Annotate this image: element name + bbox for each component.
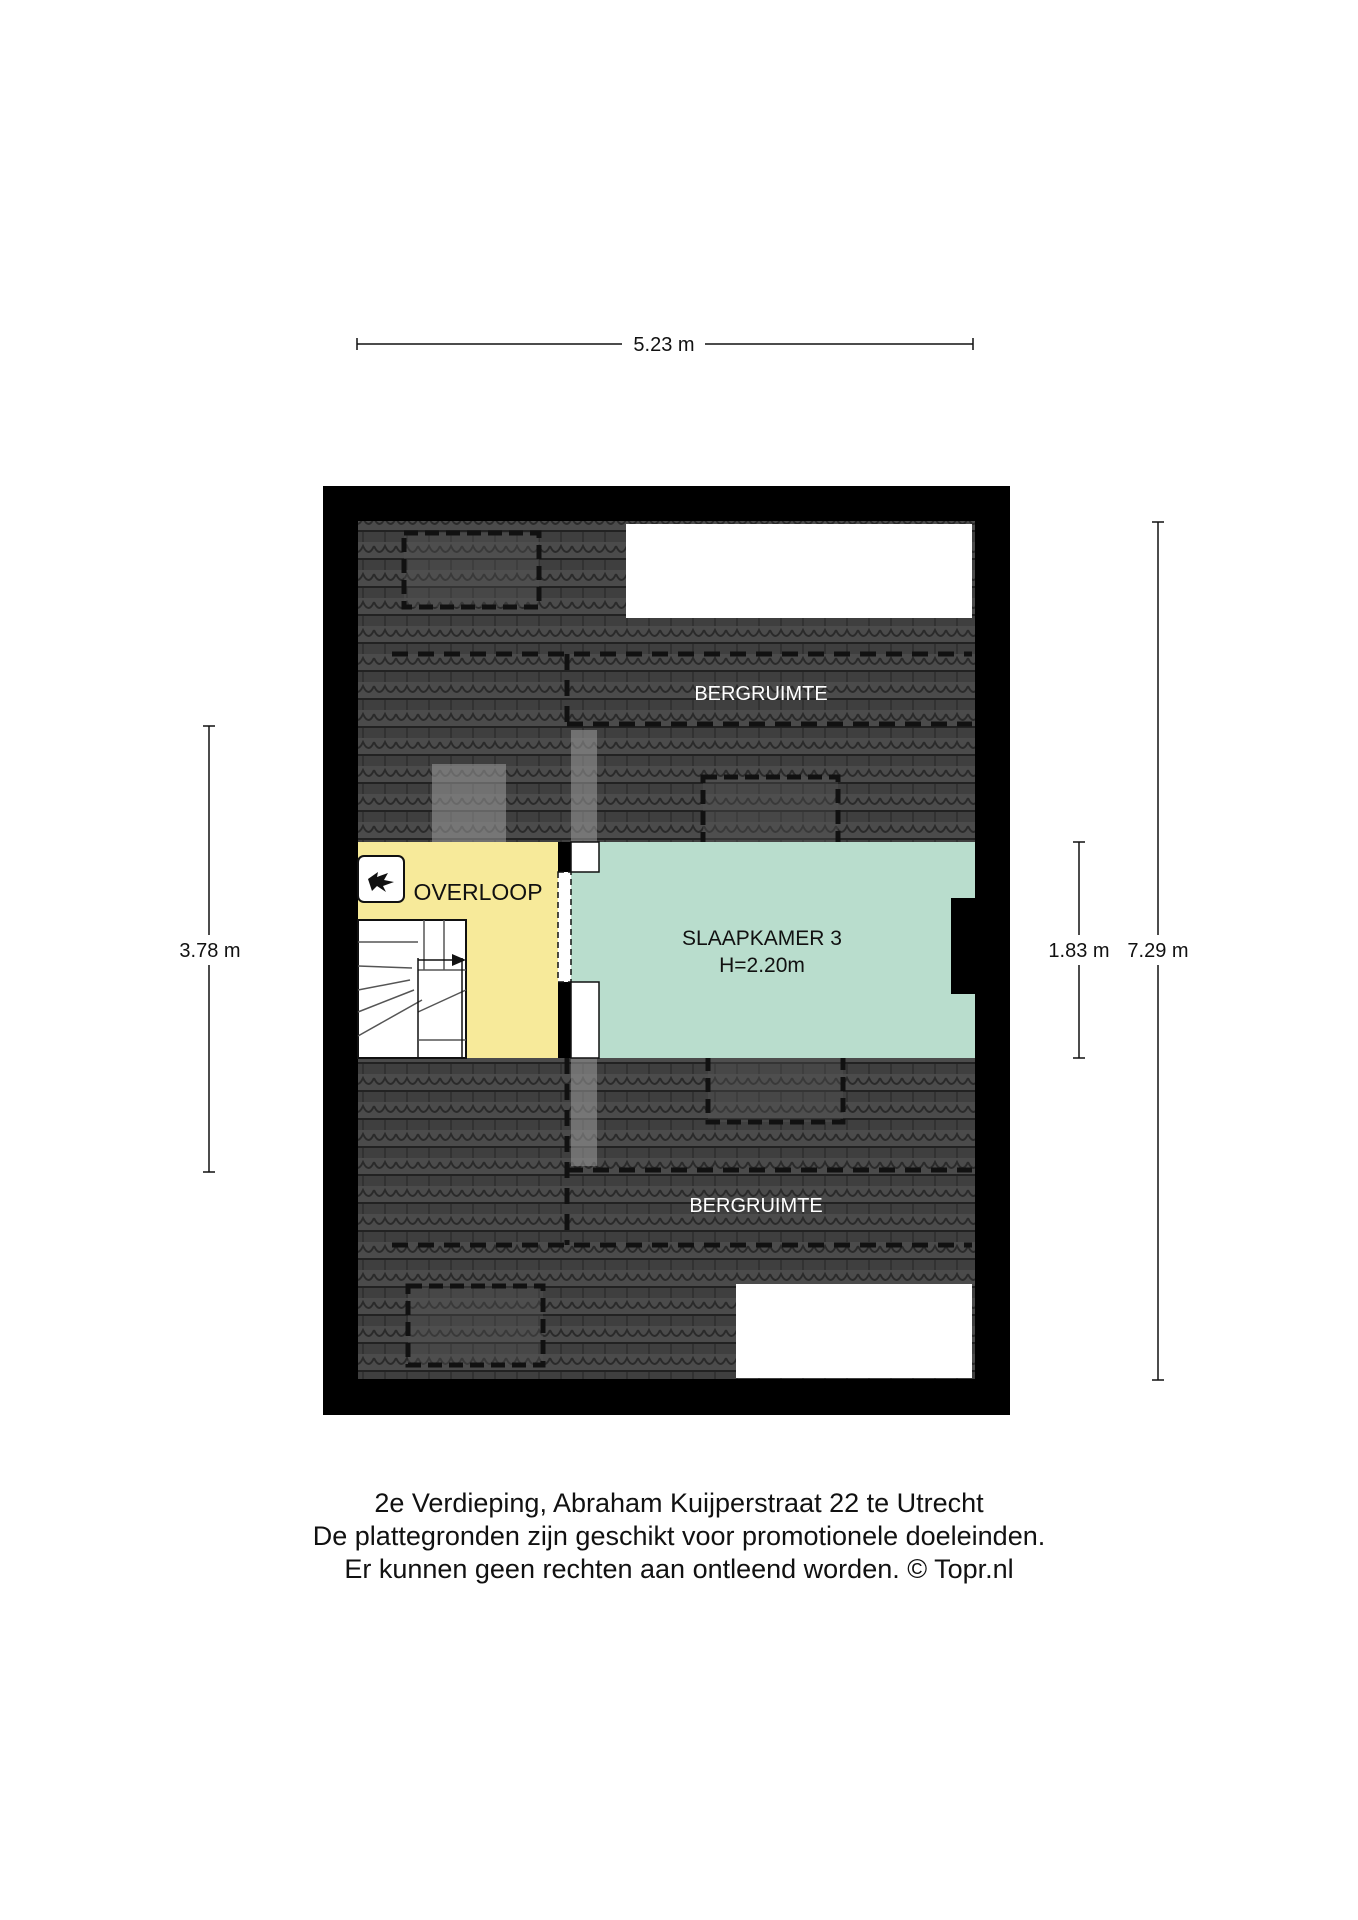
door-jamb-top xyxy=(571,842,599,872)
door-opening[interactable] xyxy=(558,872,571,982)
landing-label: OVERLOOP xyxy=(413,879,543,905)
bedroom-height-label: H=2.20m xyxy=(719,954,805,977)
dimension-right-total-label: 7.29 m xyxy=(1127,940,1189,962)
beam-overlay-top xyxy=(571,730,597,844)
staircase[interactable] xyxy=(358,920,466,1058)
partition-wall-top xyxy=(558,842,571,872)
caption-line-1: 2e Verdieping, Abraham Kuijperstraat 22 te Utrecht xyxy=(374,1488,984,1518)
caption-line-3: Er kunnen geen rechten aan ontleend worden. © Topr.nl xyxy=(344,1554,1014,1584)
void-bottom-right xyxy=(736,1284,972,1378)
dimension-top xyxy=(357,334,973,356)
dimension-right-total xyxy=(1120,522,1196,1380)
door-jamb-bottom xyxy=(571,982,599,1058)
bedroom-label: SLAAPKAMER 3 xyxy=(682,927,842,950)
storage-bottom-label: BERGRUIMTE xyxy=(689,1195,823,1217)
room-bedroom xyxy=(571,842,975,1058)
dimension-left xyxy=(170,726,250,1172)
partition-wall-bottom xyxy=(558,982,571,1058)
skylight-bottom-left xyxy=(408,1286,543,1365)
caption-line-2: De plattegronden zijn geschikt voor promotionele doeleinden. xyxy=(312,1521,1046,1551)
dimension-top-label: 5.23 m xyxy=(633,334,695,356)
boiler xyxy=(358,856,404,902)
storage-top-label: BERGRUIMTE xyxy=(694,683,828,705)
dimension-right-inner xyxy=(1042,842,1116,1058)
dimension-left-label: 3.78 m xyxy=(179,940,241,962)
beam-overlay-bottom xyxy=(571,1058,597,1166)
dimension-right-inner-label: 1.83 m xyxy=(1048,940,1110,962)
bedroom-window-wall xyxy=(951,898,975,994)
skylight-top-left xyxy=(404,533,539,607)
void-top-right xyxy=(626,524,972,618)
chimney-overlay xyxy=(432,764,506,846)
plan-caption xyxy=(0,1487,1358,1586)
